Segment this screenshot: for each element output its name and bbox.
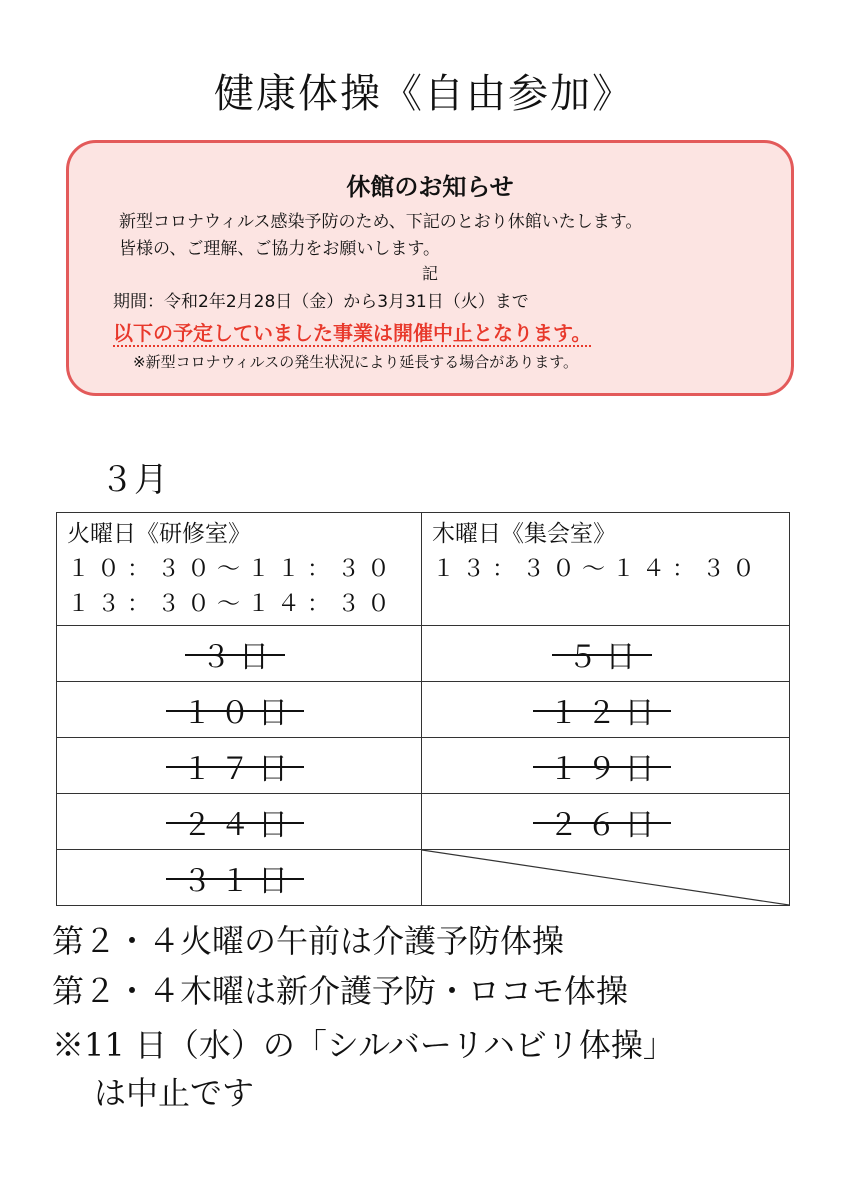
notice-period: 期間：令和2年2月28日（金）から3月31日（火）まで xyxy=(113,292,529,312)
cancelled-date: １０日 xyxy=(182,688,296,732)
table-row xyxy=(57,626,790,682)
notice-note: ※新型コロナウィルスの発生状況により延長する場合があります。 xyxy=(133,353,579,371)
footer-line-4: は中止です xyxy=(94,1074,255,1112)
cancelled-date: ２６日 xyxy=(549,800,663,844)
cancelled-date: １２日 xyxy=(549,688,663,732)
cancelled-date: １９日 xyxy=(549,744,663,788)
thursday-time-1: １３：３０〜１４：３０ xyxy=(432,556,762,582)
notice-line-1: 新型コロナウィルス感染予防のため、下記のとおり休館いたします。 xyxy=(119,212,643,232)
tuesday-header xyxy=(57,513,422,626)
cancelled-date: ３１日 xyxy=(182,856,296,900)
tuesday-label: 火曜日《研修室》 xyxy=(67,521,251,547)
month-label: ３月 xyxy=(100,460,168,500)
tuesday-date-cell xyxy=(57,682,422,738)
schedule-header-row xyxy=(57,513,790,626)
thursday-date-cell xyxy=(422,682,790,738)
tuesday-time-2: １３：３０〜１４：３０ xyxy=(67,591,397,617)
thursday-header xyxy=(422,513,790,626)
tuesday-time-1: １０：３０〜１１：３０ xyxy=(67,556,397,582)
cancelled-date: ２４日 xyxy=(182,800,296,844)
cancelled-date: １７日 xyxy=(182,744,296,788)
closure-notice-box xyxy=(66,140,794,396)
notice-cancel-text: 以下の予定していました事業は開催中止となります。 xyxy=(113,321,592,345)
schedule-table xyxy=(56,512,790,906)
cancelled-date: ５日 xyxy=(568,632,644,676)
notice-heading: 休館のお知らせ xyxy=(346,173,514,201)
cancelled-date: ３日 xyxy=(201,632,277,676)
page-title: 健康体操《自由参加》 xyxy=(214,71,634,117)
table-row xyxy=(57,682,790,738)
tuesday-date-cell xyxy=(57,850,422,906)
tuesday-date-cell xyxy=(57,794,422,850)
empty-cell xyxy=(422,850,790,906)
thursday-label: 木曜日《集会室》 xyxy=(432,521,616,547)
diagonal-line xyxy=(422,850,789,905)
notice-ki: 記 xyxy=(421,264,438,283)
footer-line-2: 第２・４木曜は新介護予防・ロコモ体操 xyxy=(52,972,629,1010)
thursday-date-cell xyxy=(422,738,790,794)
table-row xyxy=(57,738,790,794)
tuesday-date-cell xyxy=(57,626,422,682)
table-row xyxy=(57,794,790,850)
thursday-date-cell xyxy=(422,794,790,850)
notice-line-2: 皆様の、ご理解、ご協力をお願いします。 xyxy=(119,239,440,259)
footer-line-3: ※11 日（水）の「シルバーリハビリ体操」 xyxy=(52,1026,675,1064)
tuesday-date-cell xyxy=(57,738,422,794)
table-row xyxy=(57,850,790,906)
thursday-date-cell xyxy=(422,626,790,682)
footer-line-1: 第２・４火曜の午前は介護予防体操 xyxy=(52,922,565,960)
